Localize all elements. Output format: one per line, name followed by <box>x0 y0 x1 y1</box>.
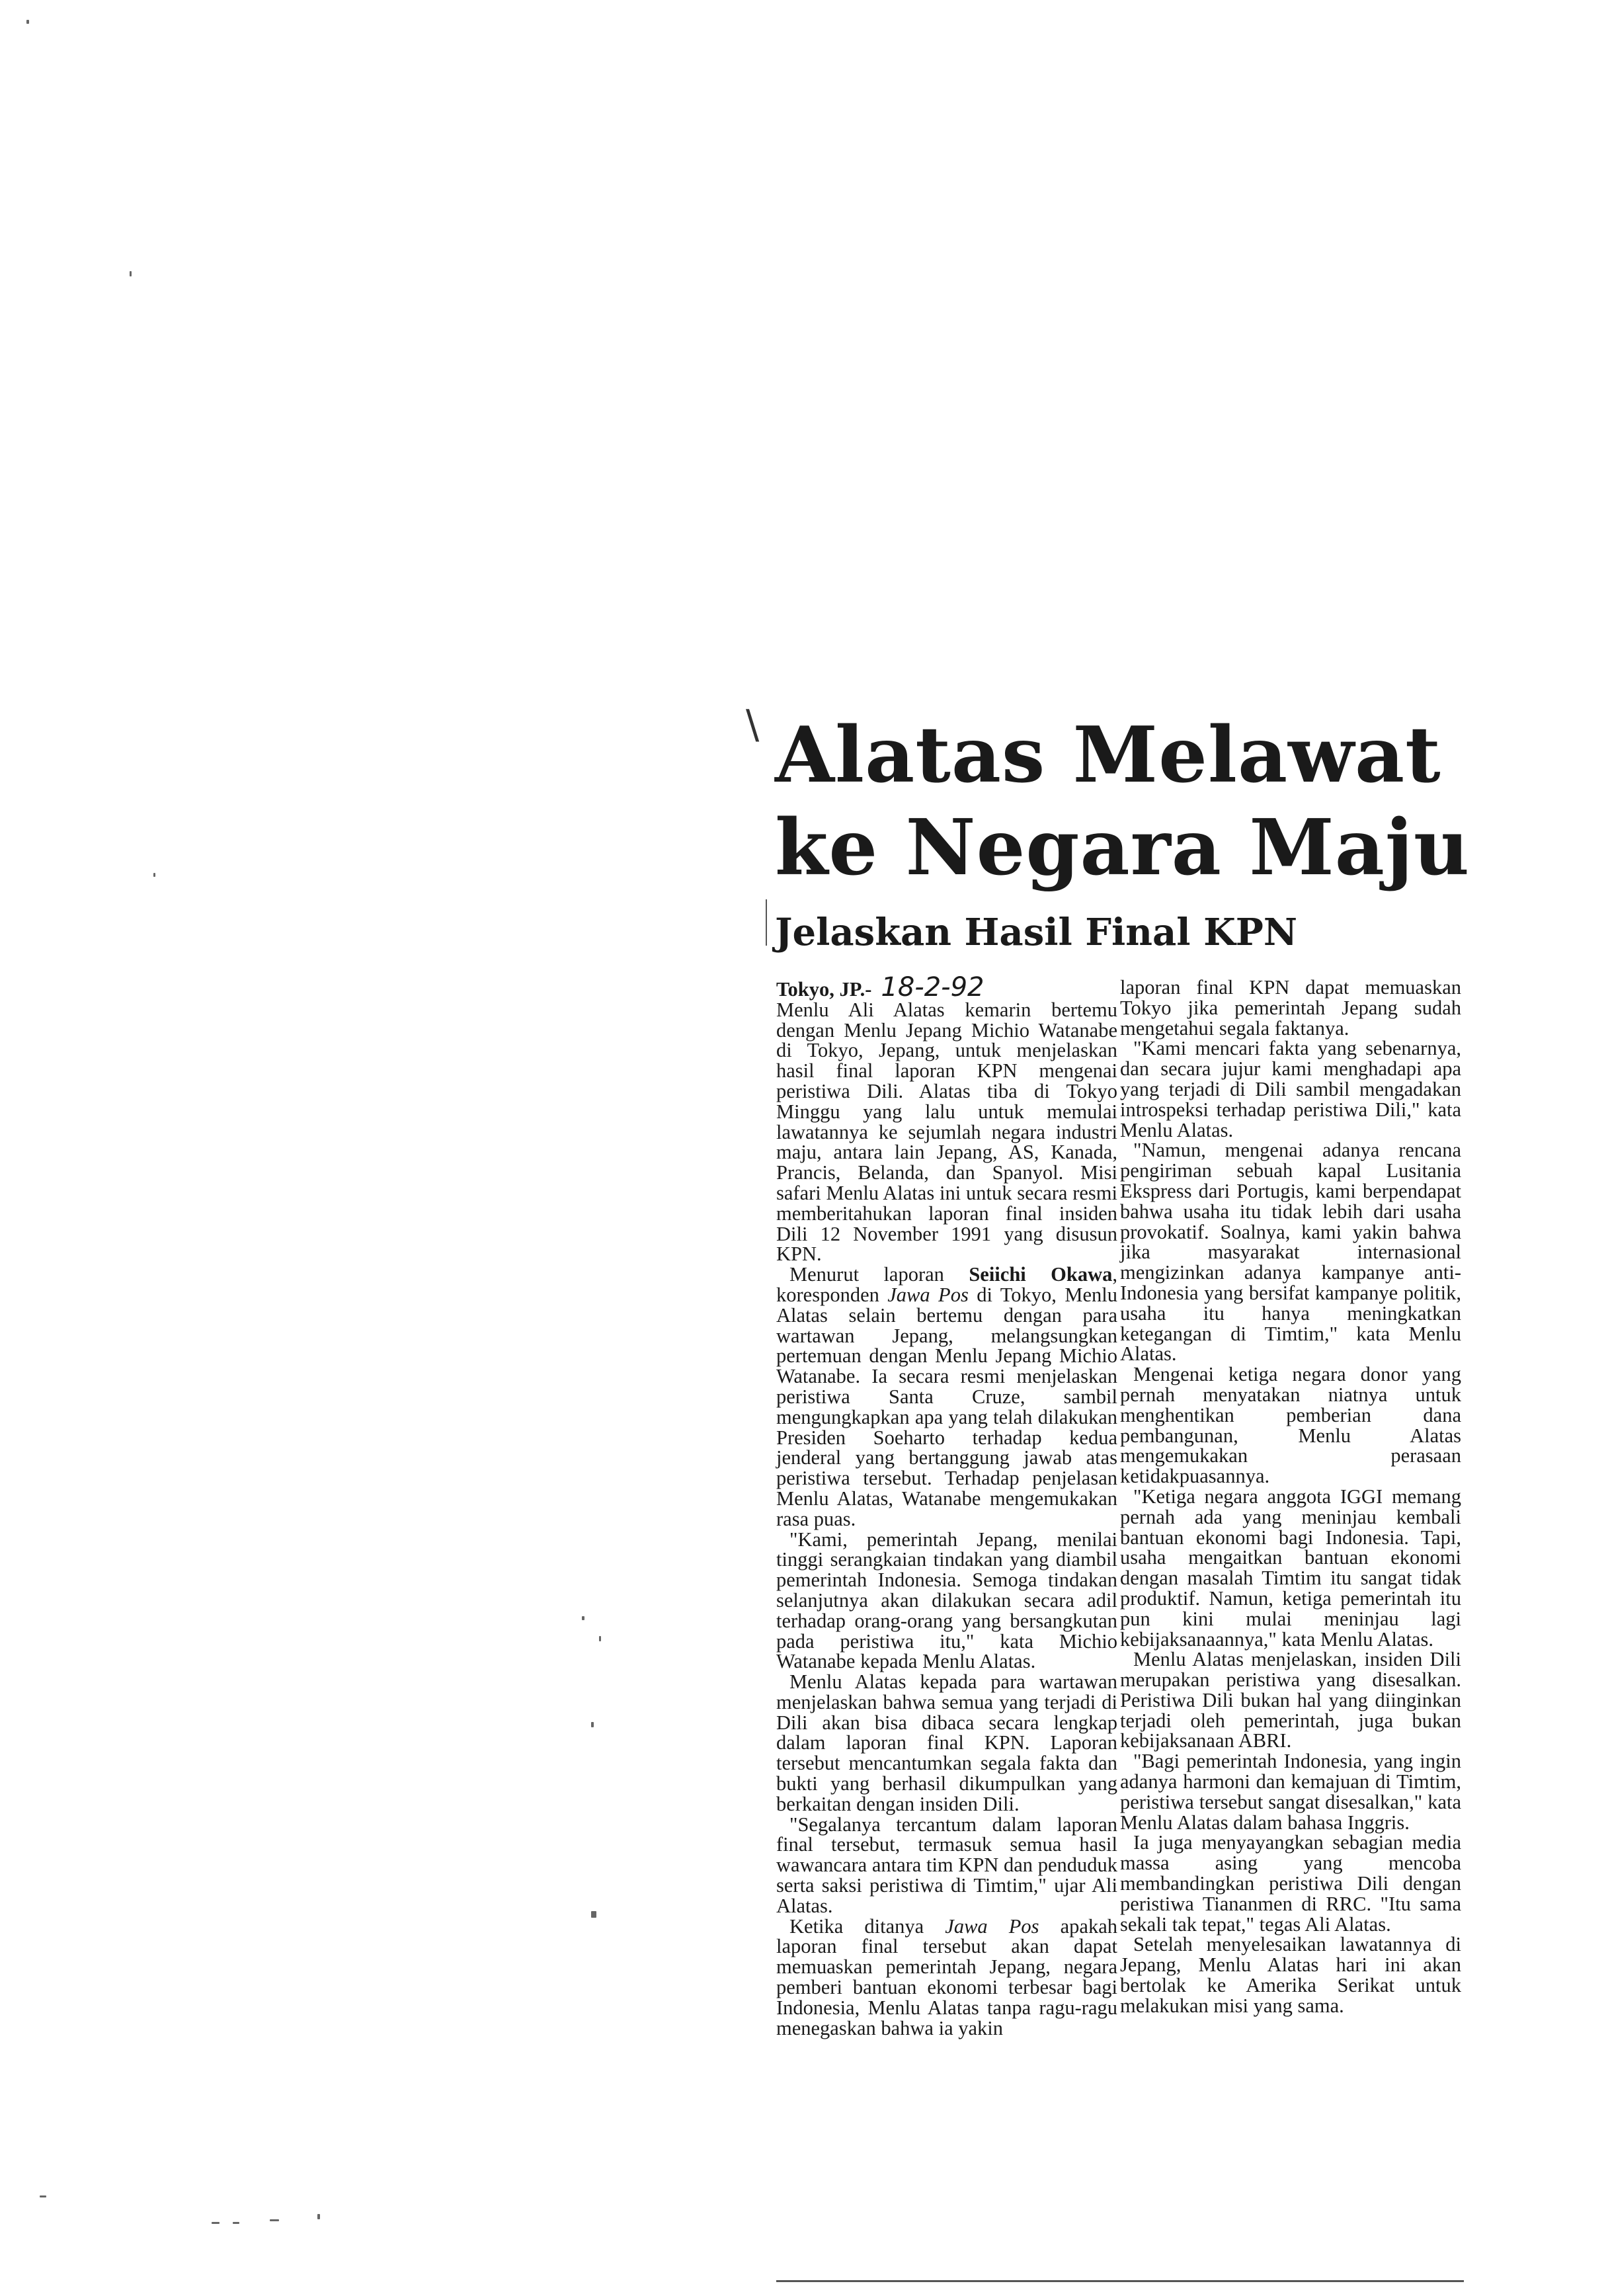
dateline: Tokyo, JP.- <box>776 978 872 1001</box>
paragraph <box>776 1264 1117 1529</box>
newspaper-name: Jawa Pos <box>887 1283 969 1306</box>
article-column-left <box>776 972 1117 2039</box>
bottom-rule <box>776 2280 1464 2282</box>
paragraph: Mengenai ketiga negara donor yang pernah menyatakan niatnya untuk menghentikan pemberian dana pembangunan, Menlu Alatas mengemukakan perasaan ketidakpuasannya. <box>1120 1363 1461 1488</box>
scan-speck <box>26 20 29 24</box>
paragraph: Ia juga menyayangkan sebagian media massa asing yang mencoba membandingkan peristiwa Dili dengan peristiwa Tiananmen di RRC. "Itu sama sekali tak tepat," tegas Ali Alatas. <box>1120 1831 1461 1936</box>
paragraph: Menlu Alatas kepada para wartawan menjelaskan bahwa semua yang terjadi di Dili akan bisa dibaca secara lengkap dalam laporan final KPN. Laporan tersebut mencantumkan segala fakta dan bukti yang berhasil dikumpulkan yang berkaitan dengan insiden Dili. <box>776 1670 1117 1815</box>
scan-speck <box>270 2219 279 2221</box>
text: apakah laporan final tersebut akan dapat memuaskan pemerintah Jepang, negara pemberi bantuan ekonomi terbesar bagi Indonesia, Menlu Alatas tanpa ragu-ragu menegaskan bahwa ia yakin <box>776 1914 1117 2039</box>
scan-speck <box>582 1616 584 1620</box>
subheadline: Jelaskan Hasil Final KPN <box>775 911 1298 954</box>
scan-speck <box>591 1722 594 1727</box>
paragraph: "Namun, mengenai adanya rencana pengiriman sebuah kapal Lusitania Ekspress dari Portugis, kami berpendapat bahwa usaha itu tidak lebih dari usaha provokatif. Soalnya, kami yakin bahwa jika masyarakat internasional mengizinkan adanya kampanye anti-Indonesia yang bersifat kampanye politik, usaha itu hanya meningkatkan ketegangan di Timtim," kata Menlu Alatas. <box>1120 1139 1461 1366</box>
paragraph: "Bagi pemerintah Indonesia, yang ingin adanya harmoni dan kemajuan di Timtim, peristiwa tersebut sangat disesalkan," kata Menlu Alatas dalam bahasa Inggris. <box>1120 1750 1461 1834</box>
scan-speck <box>212 2222 220 2224</box>
newspaper-name: Jawa Pos <box>945 1914 1039 1938</box>
reporter-name: Seiichi Okawa <box>969 1263 1113 1286</box>
margin-rule <box>766 899 767 946</box>
text: Ketika ditanya <box>789 1914 945 1938</box>
paragraph: Setelah menyelesaikan lawatannya di Jepang, Menlu Alatas hari ini akan bertolak ke Amerika Serikat untuk melakukan misi yang sama. <box>1120 1933 1461 2017</box>
text: di Tokyo, Menlu Alatas selain bertemu dengan para wartawan Jepang, melangsungkan pertemuan dengan Menlu Jepang Michio Watanabe. Ia secara resmi menjelaskan peristiwa Santa Cruze, sambil mengungkapkan apa yang telah dilakukan Presiden Soeharto terhadap kedua jenderal yang bertanggung jawab atas peristiwa tersebut. Terhadap penjelasan Menlu Alatas, Watanabe mengemukakan rasa puas. <box>776 1283 1117 1530</box>
paragraph: "Ketiga negara anggota IGGI memang pernah ada yang meninjau kembali bantuan ekonomi bagi Indonesia. Tapi, usaha mengaitkan bantuan ekonomi dengan masalah Timtim itu sangat tidak produktif. Namun, ketiga pemerintah itu pun kini mulai meninjau lagi kebijaksanaannya," kata Menlu Alatas. <box>1120 1485 1461 1651</box>
scan-speck <box>599 1636 601 1641</box>
paragraph: "Kami, pemerintah Jepang, menilai tinggi serangkaian tindakan yang diambil pemerintah Indonesia. Semoga tindakan selanjutnya akan dilakukan secara adil terhadap orang-orang yang bersangkutan pada peristiwa itu," kata Michio Watanabe kepada Menlu Alatas. <box>776 1528 1117 1673</box>
handwritten-date: 18-2-92 <box>881 972 985 1003</box>
scan-speck <box>233 2222 239 2224</box>
paragraph: Menlu Alatas menjelaskan, insiden Dili merupakan peristiwa yang disesalkan. Peristiwa Dili bukan hal yang diinginkan terjadi oleh pemerintah, juga bukan kebijaksanaan ABRI. <box>1120 1648 1461 1752</box>
headline-line-2: ke Negara Maju <box>775 803 1470 893</box>
corner-mark: \ <box>746 702 760 748</box>
paragraph: Menlu Ali Alatas kemarin bertemu dengan Menlu Jepang Michio Watanabe di Tokyo, Jepang, untuk menjelaskan hasil final laporan KPN mengenai peristiwa Dili. Alatas tiba di Tokyo Minggu yang lalu untuk memulai lawatannya ke sejumlah negara industri maju, antara lain Jepang, AS, Kanada, Prancis, Belanda, dan Spanyol. Misi safari Menlu Alatas ini untuk secara resmi memberitahukan laporan final insiden Dili 12 November 1991 yang disusun KPN. <box>776 998 1117 1266</box>
headline-line-1: Alatas Melawat <box>775 710 1441 800</box>
article-column-right <box>1120 977 1461 2016</box>
scan-speck <box>130 271 132 276</box>
scan-speck <box>317 2214 320 2219</box>
scan-speck <box>153 873 155 877</box>
dateline-line <box>776 972 1117 1003</box>
text: Menurut laporan <box>789 1263 969 1286</box>
text: , koresponden <box>776 1263 1117 1306</box>
paragraph: laporan final KPN dapat memuaskan Tokyo jika pemerintah Jepang sudah mengetahui segala faktanya. <box>1120 976 1461 1040</box>
paragraph: "Kami mencari fakta yang sebenarnya, dan secara jujur kami menghadapi apa yang terjadi di Dili sambil mengadakan introspeksi terhadap peristiwa Dili," kata Menlu Alatas. <box>1120 1037 1461 1141</box>
paragraph: "Segalanya tercantum dalam laporan final tersebut, termasuk semua hasil wawancara antara tim KPN dan penduduk serta saksi peristiwa di Timtim," ujar Ali Alatas. <box>776 1813 1117 1917</box>
paragraph <box>776 1916 1117 2039</box>
scan-speck <box>40 2195 46 2197</box>
scan-speck <box>591 1911 596 1918</box>
